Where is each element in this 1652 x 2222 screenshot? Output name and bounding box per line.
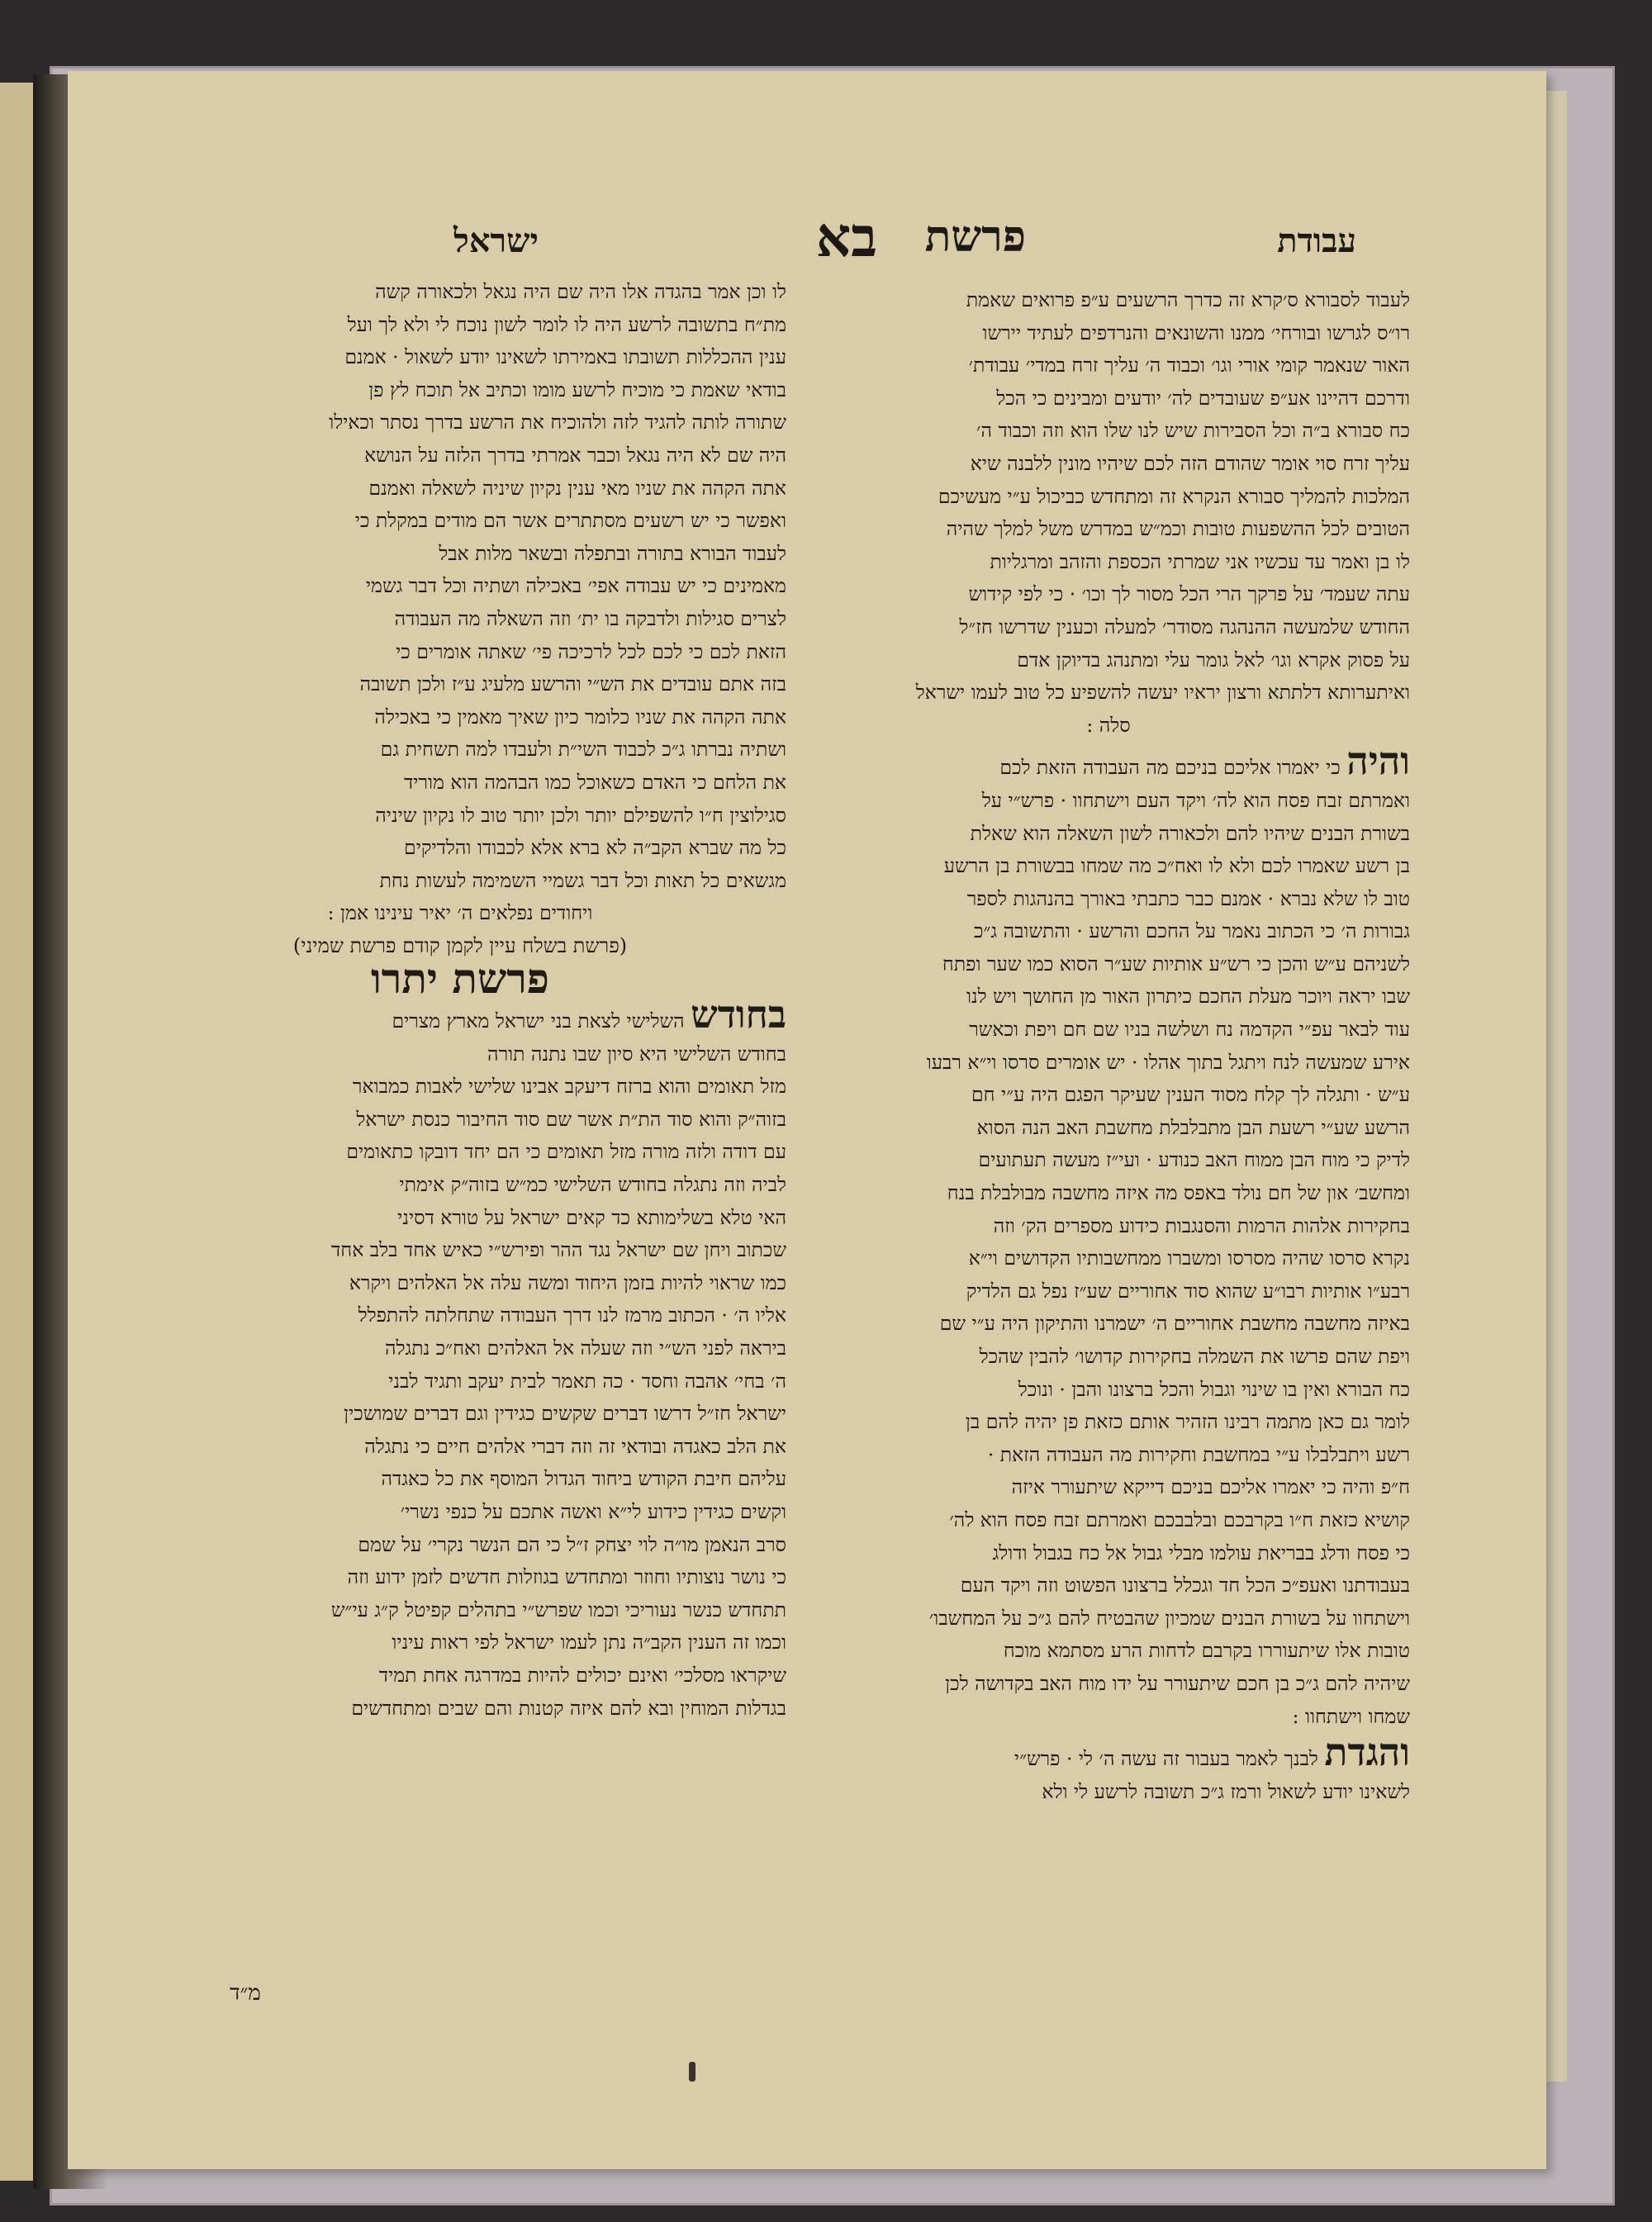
text-line: מזל תאומים והוא ברזח דיעקב אבינו שלישי לאבות כמבואר (352, 1075, 786, 1099)
text-line: בן רשע שאמרו לכם ולא לו ואח״כ מה שמחו בבשורת בן הרשע (943, 854, 1410, 878)
text-line: סרב הנאמן מו״ה לוי יצחק ז״ל כי הם הנשר נקרי׳ על שמם (358, 1532, 786, 1556)
drop-line-text: לבנך לאמר בעבור זה עשה ה׳ לי · פרש״י (1014, 1747, 1318, 1771)
text-line: אתה הקהה את שניו כלומר כיון שאיך מאמין כי באכילה (374, 705, 786, 729)
text-line: ויחודים נפלאים ה׳ יאיר עינינו אמן : (327, 901, 593, 925)
text-line: היה שם לא היה נגאל וכבר אמרתי בדרך הלזה על הנושא (364, 443, 786, 467)
text-line: כמו שראוי להיות בזמן היחוד ומשה עלה אל האלהים ויקרא (349, 1270, 786, 1294)
text-line: עליך זרח סוי אומר שהודם הזה לכם שיהיו מונין ללבנה שיא (970, 451, 1410, 475)
text-line: גבורות ה׳ כי הכתוב נאמר על החכם והרשע · והתשובה ג״כ (973, 919, 1410, 943)
text-line: לשאינו יודע לשאול ורמז ג״כ תשובה לרשע לי ולא (1042, 1779, 1410, 1803)
text-line: לומר גם כאן מתמה רבינו הזהיר אותם כזאת פן יהיה להם בן (965, 1410, 1410, 1434)
text-line: עוד לבאר עפ״י הקדמה נח ושלשה בניו שם חם ויפת וכאשר (969, 1018, 1410, 1042)
drop-word-line (807, 1730, 1410, 1776)
text-line: את הלחם כי האדם כשאוכל כמו הבהמה הוא מוריד (403, 770, 786, 794)
text-line: באיזה מחשבה מחשבת אחוריים ה׳ ישמרנו והתיקון היה ע״י שם (939, 1312, 1410, 1336)
text-line: ישראל חז״ל דרשו דברים שקשים כגידין וגם דברים שמושכין (344, 1402, 786, 1426)
text-line: סגילוצין ח״ו להשפילם יותר ולכן יותר טוב לו נקיון שיניה (375, 803, 786, 827)
text-line: מת״ח בתשובה לרשע היה לו לומר לשון נוכח לי ולא לך ועל (347, 312, 786, 336)
text-line: כח הבורא ואין בו שינוי וגבול והכל ברצונו והבן · ונוכל (1018, 1377, 1410, 1401)
running-header (291, 205, 1389, 269)
text-line: ענין ההכללות תשובתו באמירתו לשאינו יודע לשאול · אמנם (344, 345, 786, 369)
text-line: המלכות להמליך סבורא הנקרא זה ומתחדש כביכול ע״י מעשיכם (938, 484, 1410, 508)
text-line: אתה הקהה את שניו מאי ענין נקיון שיניה לשאלה ואמנם (368, 476, 786, 500)
header-right-word: עבודת (1277, 221, 1356, 260)
text-line: עם דודה ולזה מורה מזל תאומים כי הם יחד דובקו כתאומים (346, 1140, 786, 1164)
right-text-column (807, 284, 1410, 1808)
text-line: מגשאים כל תאות וכל דבר גשמיי השמימה לעשות נחת (379, 868, 786, 892)
section-title: פרשת יתרו (370, 954, 549, 1004)
text-line: בגדלות המוחין ובא להם איזה קטנות והם שבים ומתחדשים (351, 1696, 786, 1720)
text-line: בודאי שאמת כי מוכיח לרשע מומו וכתיב אל תוכח לץ פן (368, 377, 786, 401)
text-line: וישתחוו על בשורת הבנים שמכיון שהבטיח להם ג״כ על המחשבו׳ (928, 1606, 1410, 1630)
text-line: נקרא סרסו שהיה מסרסו ומשברו ממחשבותיו הקדושים וי״א (968, 1246, 1410, 1270)
text-line: כל מה שברא הקב״ה לא ברא אלא לכבודו והלדיקים (404, 836, 786, 860)
text-line: עליהם חיבת הקודש ביחוד הגדול המוסף את כל כאגדה (381, 1467, 786, 1491)
text-line: ואמרתם זבח פסח הוא לה׳ ויקד העם וישתחוו · פרש״י על (981, 788, 1410, 812)
text-line: ח״פ והיה כי יאמרו אליכם בניכם דייקא שיתעורר איזה (1011, 1475, 1410, 1499)
text-line: בעבודתנו ואעפ״כ הכל חד וגכלל ברצונו הפשוט וזה ויקד העם (960, 1574, 1410, 1598)
text-line: כח סבורא ב״ה וכל הסבירות שיש לנו שלו הוא וזה וכבוד ה׳ (976, 419, 1410, 443)
header-middle-word: פרשת (924, 211, 1026, 262)
text-line: לעבוד הבורא בתורה ובתפלה ובשאר מלות אבל (439, 541, 786, 565)
text-line: לו וכן אמר בהגדה אלו היה שם היה נגאל ולכאורה קשה (375, 280, 786, 303)
text-line: לדיק כי מוח הבן ממוח האב כנודע · ועי״ז מעשה תעתועים (978, 1148, 1410, 1172)
page-number: מ״ד (230, 1981, 261, 2006)
text-line: שבו יראה ויוכר מעלת החכם כיתרון האור מן החושך ויש לנו (966, 985, 1410, 1009)
text-line: לצרים סגילות ולדבקה בו ית׳ וזה השאלה מה העבודה (394, 606, 786, 630)
drop-word: בחודש (691, 992, 786, 1037)
text-line: החודש שלמעשה ההנהגה מסודר׳ למעלה וכענין שדרשו חז״ל (959, 615, 1410, 639)
text-line: רשע ויתבלבלו ע״י במחשבת וחקירות מה העבודה הזאת · (987, 1442, 1410, 1466)
text-line: ע״ש · ותגלה לך קלח מסוד הענין שעיקר הפגם היה ע״י חם (971, 1083, 1410, 1107)
text-line: רבע״ו אותיות רבו״ע שהוא סוד אחוריים שע״ז נפל גם הלדיק (966, 1279, 1410, 1303)
text-line: הרשע שע״י רשעת הבן מתבלבלת מחשבת האב הנה הסוא (976, 1115, 1410, 1139)
text-line: שמחו וישתחוו : (1292, 1704, 1410, 1728)
text-line: אליו ה׳ · הכתוב מרמז לנו דרך העבודה שתחלתה להתפלל (358, 1303, 786, 1327)
drop-word: והגדת (1324, 1730, 1410, 1775)
text-line: תתחדש כנשר נעוריכי וכמו שפרש״י בתהלים קפיטל ק״ג עי״ש (330, 1598, 786, 1621)
text-line: כי נושר נוצותיו וחוזר ומתחדש בגוזלות חדשים לזמן ידוע וזה (347, 1565, 786, 1589)
text-line: האי טלא בשלימותא כד קאים ישראל על טורא דסיני (397, 1205, 786, 1229)
text-line: קושיא כזאת ח״ו בקרבכם ובלבבכם ואמרתם זבח פסח הוא לה׳ (949, 1507, 1410, 1531)
text-line: כי פסח ודלג בבריאת עולמו מבלי גבול אל כח בגבול ודולג (992, 1541, 1410, 1564)
text-line: ויפת שהם פרשו את השמלה בחקירות קדושו׳ להבין שהכל (979, 1345, 1410, 1368)
text-line: את הלב כאגדה ובודאי זה וזה דברי אלהים חיים כי נתגלה (364, 1434, 786, 1458)
header-parasha-name: בא (815, 205, 877, 269)
text-line: בזה אתם עובדים את הש״י והרשע מלעיג ע״ז ולכן תשובה (359, 672, 786, 696)
text-line: לביה וזה נתגלה בחודש השלישי כמ״ש בזוה״ק אימתי (399, 1173, 786, 1197)
text-line: בשורת הבנים שיהיו להם ולכאורה לשון השאלה הוא שאלת (970, 821, 1410, 845)
text-line: בחקירות אלהות הרמות והסנגבות כידוע מספרים הק׳ וזה (993, 1213, 1410, 1237)
text-line: הטובים לכל ההשפעות טובות וכמ״ש במדרש משל למלך שהיה (946, 517, 1410, 541)
text-line: בזוה״ק והוא סוד הת״ת אשר שם סוד החיבור כנסת ישראל (356, 1107, 786, 1131)
text-line: סלה : (1086, 713, 1131, 737)
text-line: על פסוק אקרא וגו׳ לאל גומר עלי ומתנהג בדיוקן אדם (1017, 648, 1410, 672)
drop-line-text: השלישי לצאת בני ישראל מארץ מצרים (392, 1009, 685, 1033)
text-line: בחודש השלישי היא סיון שבו נתנה תורה (487, 1042, 786, 1066)
text-line: רו״ס לגרשו ובורחי׳ ממנו והשונאים והנרדפים לעתיד יירשו (982, 320, 1410, 344)
drop-word: והיה (1346, 738, 1410, 784)
text-line: ושתיה נברתו ג״כ לכבוד השי״ת ולעבדו למה תשחית גם (380, 738, 786, 762)
text-line: שכתוב ויחן שם ישראל נגד ההר ופירש״י כאיש אחד בלב אחד (331, 1238, 786, 1262)
text-line: ה׳ בחי׳ אהבה וחסד · כה תאמר לבית יעקב ותגיד לבני (388, 1369, 786, 1393)
text-line: עתה שעמד׳ על פרקך הרי הכל מסור לך וכו׳ · כי לפי קידוש (968, 582, 1410, 606)
text-line: ומחשב׳ און של חם נולד באפס מה איזה מחשבה מבולבלת בנח (947, 1181, 1410, 1205)
ink-mark (689, 2062, 695, 2082)
text-line: טובות אלו שיתעוררו בקרבם לדחות הרע מסתמא מוכח (1003, 1639, 1410, 1663)
text-line: ואפשר כי יש רשעים מסתתרים אשר הם מודים במקלת כי (354, 509, 786, 533)
text-line: שיקראו מסלכי׳ ואינם יכולים להיות במדרגה אחת תמיד (378, 1663, 786, 1687)
drop-line-text: כי יאמרו אליכם בניכם מה העבודה הזאת לכם (999, 756, 1341, 780)
text-line: לעבוד לסבורא ס׳קרא זה כדרך הרשעים ע״פ פרואים שאמת (966, 288, 1410, 311)
text-line: שתורה לותה להגיד לזה ולהוכיח את הרשע בדרך נסתר וכאילו (329, 411, 786, 434)
text-line: טוב לו שלא נברא · אמנם כבר כתבתי באורך בהנהגות לספר (966, 886, 1410, 910)
header-left-word: ישראל (453, 221, 539, 260)
text-line: ביראה לפני הש״י וזה שעלה אל האלהים ואח״כ נתגלה (384, 1337, 786, 1360)
text-line: אירע שמעשה לנח ויתגל בתוך אהלו · יש אומרים סרסו וי״א רבעו (926, 1050, 1410, 1074)
text-line: הזאת לכם כי לכם לכל לרכיכה פי׳ שאתה אומרים כי (396, 639, 786, 663)
left-text-column (134, 276, 786, 1725)
drop-word-line (134, 992, 786, 1038)
book-page (68, 71, 1546, 2169)
text-line: האור שנאמר קומי אורי וגו׳ וכבוד ה׳ עליך זרח במדי׳ עבודת׳ (968, 354, 1410, 377)
text-line: לו בן ואמר עד עכשיו אני שמרתי הכספת והזהב ומרגליות (990, 549, 1410, 573)
text-line: וקשים כגידין כידוע לי״א ואשה אתכם על כנפי נשרי׳ (400, 1499, 786, 1523)
parenthetical-note: (פרשת בשלח עיין לקמן קודם פרשת שמיני) (292, 933, 628, 957)
drop-word-line (807, 738, 1410, 785)
text-line: שיהיה להם ג״כ בן חכם שיתעורר על ידו מוח האב בקדושה לכן (945, 1671, 1410, 1695)
text-line: וכמו זה הענין הקב״ה נתן לעמו ישראל לפי ראות עיניו (392, 1631, 786, 1655)
text-line: מאמינים כי יש עבודה אפי׳ באכילה ושתיה וכל דבר גשמי (365, 574, 786, 598)
text-line: לשניהם ע״ש והכן כי רש״ע אותיות שע״ר הסוא כמו שער ופתח (942, 952, 1410, 976)
text-line: ודרכם דהיינו אע״פ שעובדים לה׳ יודעים ומבינים כי הכל (996, 386, 1410, 410)
text-line: ואיתערותא דלתתא ורצון יראיו יעשה להשפיע כל טוב לעמו ישראל (915, 681, 1410, 705)
